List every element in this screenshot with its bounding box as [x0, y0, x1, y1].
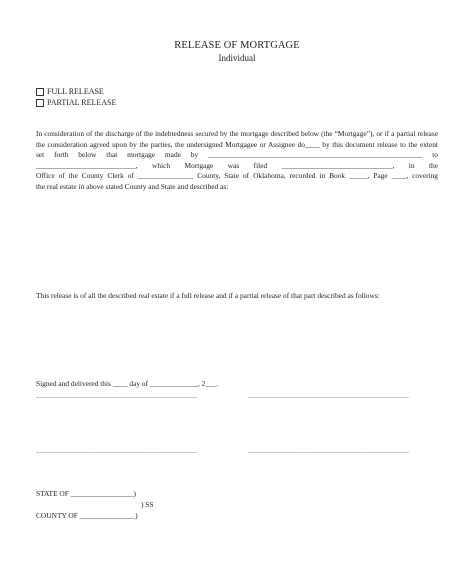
document-subtitle: Individual: [218, 53, 256, 63]
paragraph-line: ___________________________, which Mortgage was filed ______________________________, in the: [36, 160, 438, 170]
document-title: RELEASE OF MORTGAGE: [174, 40, 300, 51]
paragraph-line: In consideration of the discharge of the indebtedness secured by the mortgage described below (the “Mortgage”), or if a partial release: [36, 129, 438, 138]
signature-line-left-2[interactable]: ___________________________________________: [36, 447, 198, 454]
signed-delivered-line: Signed and delivered this ____ day of _____________, 2___.: [36, 379, 219, 388]
signature-line-right-1[interactable]: ___________________________________________: [248, 392, 410, 399]
county-of-line: COUNTY OF _______________): [36, 511, 138, 520]
signature-line-right-2[interactable]: ___________________________________________: [248, 447, 410, 454]
ss-label: ) SS: [141, 500, 154, 509]
full-release-checkbox[interactable]: [36, 88, 44, 96]
paragraph-line: the consideration agreed upon by the parties, the undersigned Mortgagee or Assignee do____ by this document release to the extent: [36, 139, 438, 149]
consideration-paragraph: [36, 129, 438, 193]
partial-release-label: PARTIAL RELEASE: [47, 98, 117, 107]
state-of-line: STATE OF _________________): [36, 489, 137, 498]
full-release-label: FULL RELEASE: [47, 87, 104, 96]
full-release-option[interactable]: [36, 87, 104, 96]
release-scope-paragraph: This release is of all the described real estate if a full release and if a partial release of that part described as follows:: [36, 291, 380, 300]
partial-release-checkbox[interactable]: [36, 99, 44, 107]
partial-release-option[interactable]: [36, 98, 116, 107]
paragraph-line: Office of the County Clerk of _______________ County, State of Oklahoma, recorded in Book _____, Page ____, covering: [36, 171, 438, 181]
paragraph-line: the real estate in above stated County and State and described as:: [36, 181, 229, 191]
signature-line-left-1[interactable]: ___________________________________________: [36, 392, 198, 399]
paragraph-line: set forth below that mortgage made by __________________________________________________________ to: [36, 150, 438, 160]
